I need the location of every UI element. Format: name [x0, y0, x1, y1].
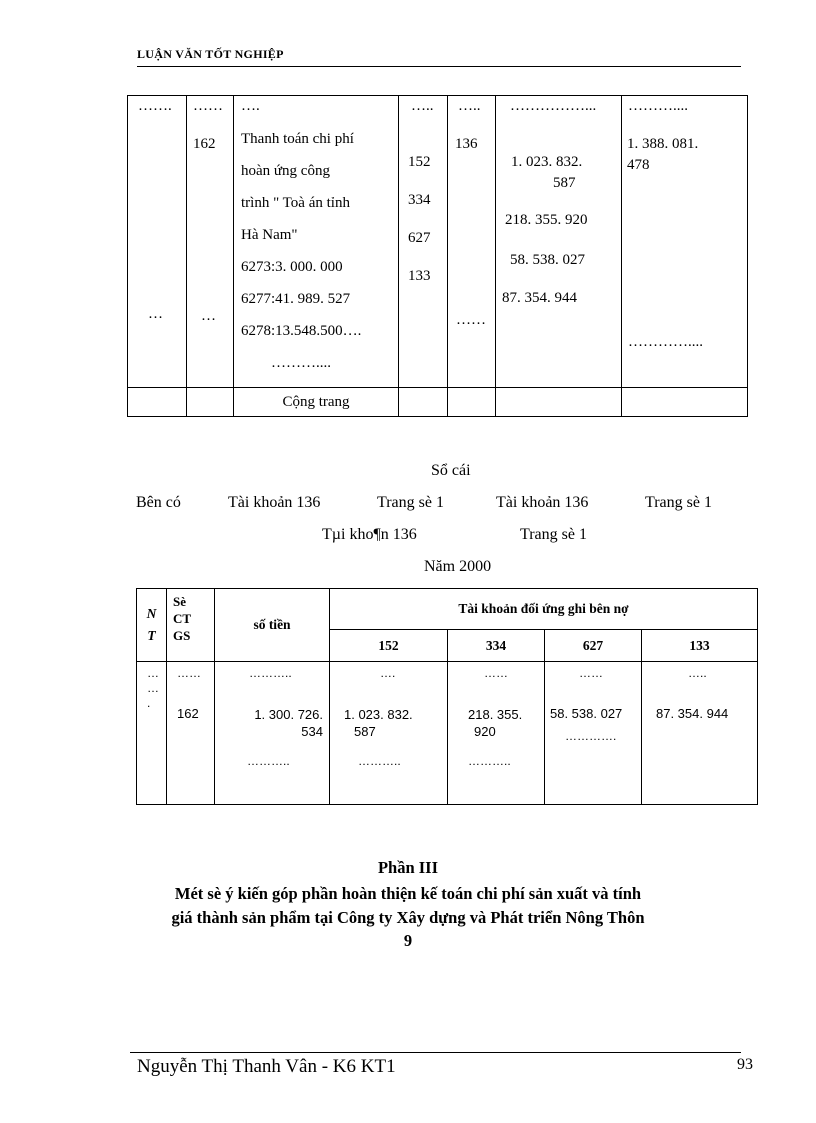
description-line: hoàn ứng công: [241, 163, 330, 179]
dots: ………....: [628, 98, 688, 114]
ledger-year: Năm 2000: [424, 558, 492, 575]
ledger-label: Bên có: [136, 494, 181, 511]
ledger-label: Trang sè 1: [645, 494, 712, 511]
description-line: Thanh toán chi phí: [241, 131, 354, 147]
cell-amount: ……….. 1. 300. 726. 534 ………..: [215, 662, 330, 805]
header-account-152: 152: [330, 630, 448, 662]
row-627: 58. 538. 027: [550, 706, 623, 721]
ledger-label: Tài khoản 136: [496, 494, 589, 511]
description-line: ………....: [271, 355, 331, 371]
amount-value: 58. 538. 027: [510, 252, 585, 268]
description-line: trình " Toà án tỉnh: [241, 195, 350, 211]
page-header-title: LUẬN VĂN TỐT NGHIỆP: [137, 47, 284, 61]
header-nt: N T: [137, 589, 167, 662]
dots: ……………...: [510, 98, 597, 114]
description-line: 6273:3. 000. 000: [241, 259, 343, 275]
ledger-label: Tài khoản 136: [228, 494, 321, 511]
amount-value: 218. 355. 920: [505, 212, 588, 228]
header-account-627: 627: [545, 630, 642, 662]
amount-value: 87. 354. 944: [502, 290, 577, 306]
debit-account: 133: [408, 268, 431, 284]
total-value: 1. 388. 081.: [627, 136, 699, 152]
dots: ….: [241, 98, 260, 114]
page-number: 93: [737, 1056, 753, 1073]
debit-account: 334: [408, 192, 431, 208]
cell-627: …… 58. 538. 027 ………….: [545, 662, 642, 805]
section-title-line: Mét sè ý kiến góp phần hoàn thiện kế toán chi phí sản xuất và tính: [174, 884, 642, 903]
description-line: 6278:13.548.500….: [241, 323, 362, 339]
col-credit: [448, 96, 496, 388]
dots: ……: [456, 312, 486, 328]
dots: …: [148, 306, 163, 322]
credit-account: 136: [455, 136, 478, 152]
journal-total-row: [128, 388, 748, 417]
header-sct: Sè CT GS: [167, 589, 215, 662]
description-line: Hà Nam": [241, 227, 298, 243]
col-description: [234, 96, 399, 388]
section-title-line: 9: [403, 931, 413, 950]
total-value: 478: [627, 157, 650, 173]
footer-rule: [130, 1052, 741, 1053]
ledger-title: Sổ cái: [431, 462, 471, 479]
ledger-label: Tµi kho¶n 136: [322, 526, 417, 543]
col-amount: [496, 96, 622, 388]
journal-table: [127, 95, 748, 417]
amount-value: 1. 023. 832.: [511, 154, 583, 170]
header-amount: số tiền: [215, 589, 330, 662]
dots: …..: [411, 98, 434, 114]
page-total-label: Cộng trang: [234, 388, 399, 417]
entry-number: 162: [193, 136, 216, 152]
col-number: [187, 96, 234, 388]
row-amount: 1. 300. 726. 534: [254, 707, 323, 739]
header-account-133: 133: [642, 630, 758, 662]
cell-133: ….. 87. 354. 944: [642, 662, 758, 805]
debit-account: 627: [408, 230, 431, 246]
section-title-line: giá thành sản phẩm tại Công ty Xây dựng và Phát triển Nông Thôn: [171, 908, 645, 927]
dots: ……: [193, 98, 223, 114]
row-334: 218. 355. 920: [468, 707, 523, 739]
description-line: 6277:41. 989. 527: [241, 291, 351, 307]
header-group: Tài khoản đối ứng ghi bên nợ: [330, 589, 758, 630]
col-date: [128, 96, 187, 388]
footer-author: Nguyễn Thị Thanh Vân - K6 KT1: [137, 1056, 396, 1077]
cell-334: …… 218. 355. 920 ………..: [448, 662, 545, 805]
part-heading: Phần III: [377, 858, 439, 877]
amount-value: 587: [553, 175, 576, 191]
cell-sct: …… 162: [167, 662, 215, 805]
dots: …….: [138, 98, 172, 114]
ledger-data-row: [137, 662, 758, 805]
dots: …..: [458, 98, 481, 114]
cell-152: …. 1. 023. 832. 587 ………..: [330, 662, 448, 805]
col-debit: [399, 96, 448, 388]
col-total: [622, 96, 748, 388]
ledger-label: Trang sè 1: [520, 526, 587, 543]
entry-description: [241, 123, 361, 379]
row-sct: 162: [177, 706, 199, 721]
debit-account: 152: [408, 154, 431, 170]
ledger-header-row: [137, 589, 758, 630]
journal-row: [128, 96, 748, 388]
header-rule: [137, 66, 741, 67]
header-account-334: 334: [448, 630, 545, 662]
cell-nt: … … .: [137, 662, 167, 805]
row-152: 1. 023. 832. 587: [344, 707, 413, 739]
row-133: 87. 354. 944: [656, 706, 729, 721]
dots: …………....: [628, 334, 703, 350]
ledger-table: [136, 588, 758, 805]
ledger-label: Trang sè 1: [377, 494, 444, 511]
dots: …: [201, 308, 216, 324]
